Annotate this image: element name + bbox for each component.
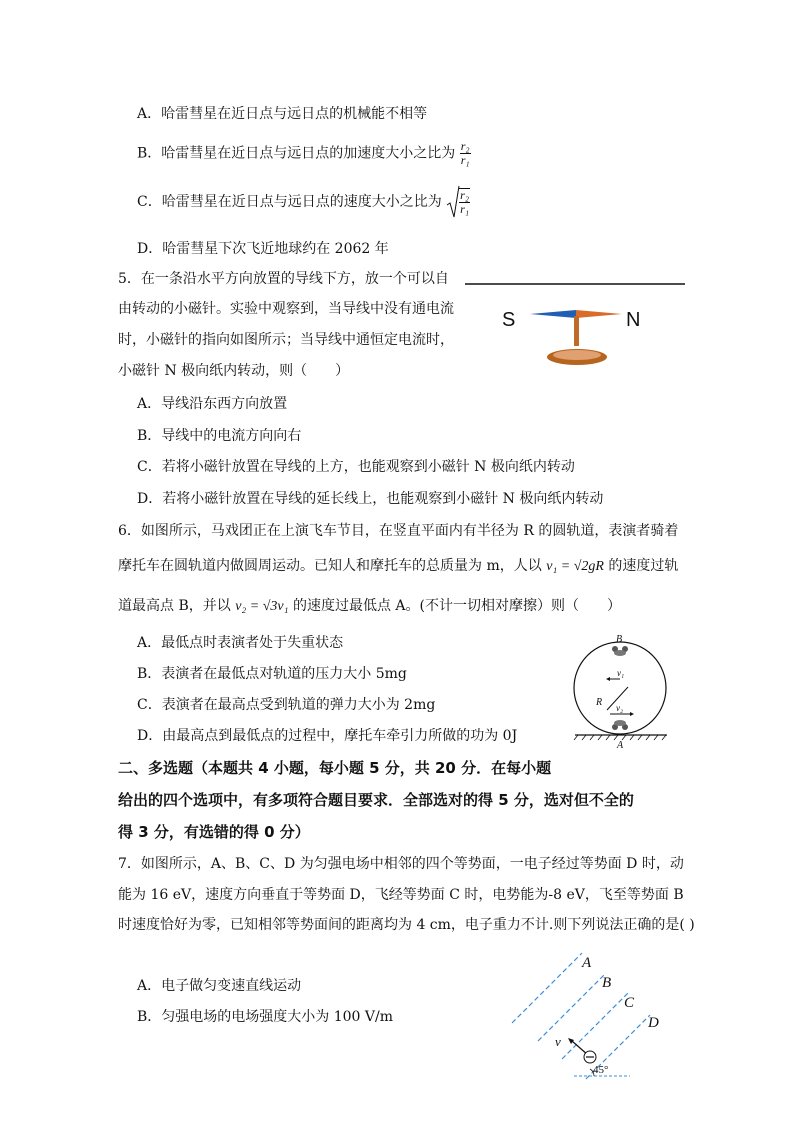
label-R: R [596,697,603,708]
sqrt-sign-icon [446,185,460,219]
label-A: A [617,740,624,750]
v1-arrowhead-icon [606,677,610,681]
label-C: C [624,995,635,1011]
q4-option-b-denominator: r₁ [460,153,470,167]
label-B: B [616,634,623,645]
q7-option-a: A．电子做匀变速直线运动 [137,978,302,994]
q5-stem-line3: 时，小磁针的指向如图所示；当导线中通恒定电流时， [118,332,454,348]
q5-option-d: D．若将小磁针放置在导线的延长线上，也能观察到小磁针 N 极向纸内转动 [137,491,604,507]
velocity-arrowhead-icon [568,1038,574,1044]
q6-stem-line2-b: 的速度过轨 [603,558,679,574]
q6-stem-line3 [118,595,621,615]
q7-option-b: B．匀强电场的电场强度大小为 100 V/m [137,1009,394,1025]
q6-stem-line3-a: 道最高点 B，并以 [118,598,236,614]
q6-option-a: A．最低点时表演者处于失重状态 [137,635,344,651]
q4-option-c-sqrt [446,185,470,219]
q7-stem-line3: 时速度恰好为零，已知相邻等势面间的距离均为 4 cm，电子重力不计.则下列说法正确的是( ) [118,917,695,933]
q4-option-c-fraction [459,188,470,216]
q7-stem-line2: 能为 16 eV，速度方向垂直于等势面 D，飞经等势面 C 时，电势能为-8 eV，飞至等势面 B [118,887,684,903]
label-B: B [602,975,612,991]
label-v: v [555,1034,561,1049]
q6-option-c: C．表演者在最高点受到轨道的弹力大小为 2mg [137,697,436,713]
label-S: S [502,309,516,331]
q5-option-c: C．若将小磁针放置在导线的上方，也能观察到小磁针 N 极向纸内转动 [137,459,575,475]
q5-option-a: A．导线沿东西方向放置 [137,396,288,412]
q7-equipotential-figure [500,945,680,1085]
q4-option-c-numerator: r₂ [460,188,470,202]
q5-stem-line2: 由转动的小磁针。实验中观察到，当导线中没有通电流 [118,301,454,317]
section2-header-line1: 二、多选题（本题共 4 小题，每小题 5 分，共 20 分．在每小题 [118,759,552,777]
q4-option-b-text: B．哈雷彗星在近日点与远日点的加速度大小之比为 [137,145,456,162]
q4-option-b [137,140,471,167]
q6-formula-v1: v₁ = √2gR [546,559,604,574]
q6-stem-line1: 6．如图所示，马戏团正在上演飞车节目，在竖直平面内有半径为 R 的圆轨道，表演者骑着 [118,523,679,539]
q4-option-c-denominator: r₁ [460,202,470,216]
q6-loop-figure [570,632,680,750]
q6-formula-v2: v₂ = √3v₁ [235,599,289,614]
q6-option-b: B．表演者在最低点对轨道的压力大小 5mg [137,666,407,682]
needle-south-half [530,310,576,318]
q6-stem-line2-a: 摩托车在圆轨道内做圆周运动。已知人和摩托车的总质量为 m，人以 [118,558,547,574]
section2-header-line3: 得 3 分，有选错的得 0 分） [118,823,310,841]
q6-option-d: D．由最高点到最低点的过程中，摩托车牵引力所做的功为 0J [137,728,518,744]
q4-option-a: A．哈雷彗星在近日点与远日点的机械能不相等 [137,106,428,122]
q4-option-b-fraction [460,140,471,167]
q7-stem-line1: 7．如图所示，A、B、C、D 为匀强电场中相邻的四个等势面，一电子经过等势面 D 时，动 [118,856,684,872]
label-v2: v₂ [616,703,624,713]
label-N: N [626,309,641,331]
label-D: D [648,1015,659,1031]
section2-header-line2: 给出的四个选项中，有多项符合题目要求．全部选对的得 5 分，选对但不全的 [118,791,634,809]
v2-arrowhead-icon [630,712,634,716]
q4-option-b-numerator: r₂ [460,139,470,153]
label-A: A [582,955,592,971]
label-v1: v₁ [617,668,625,678]
compass-base-top [553,350,601,360]
motorbike-bottom-icon [612,720,628,730]
q6-stem-line3-b: 的速度过最低点 A。(不计一切相对摩擦）则（ ） [288,598,621,614]
q5-stem-line1: 5．在一条沿水平方向放置的导线下方，放一个可以自 [118,271,449,287]
compass-stem [574,316,579,346]
q5-option-b: B．导线中的电流方向向右 [137,428,302,444]
q5-stem-line4: 小磁针 N 极向纸内转动，则（ ） [118,363,350,379]
q4-option-d: D．哈雷彗星下次飞近地球约在 2062 年 [137,241,389,257]
q4-option-c [137,185,470,219]
label-angle: 45° [593,1064,609,1076]
motorbike-top-icon [612,646,628,656]
q5-compass-figure [460,276,690,376]
equipotential-lines [512,953,650,1079]
q6-stem-line2 [118,555,678,575]
needle-north-half [576,310,622,318]
q4-option-c-text: C．哈雷彗星在近日点与远日点的速度大小之比为 [137,194,442,210]
